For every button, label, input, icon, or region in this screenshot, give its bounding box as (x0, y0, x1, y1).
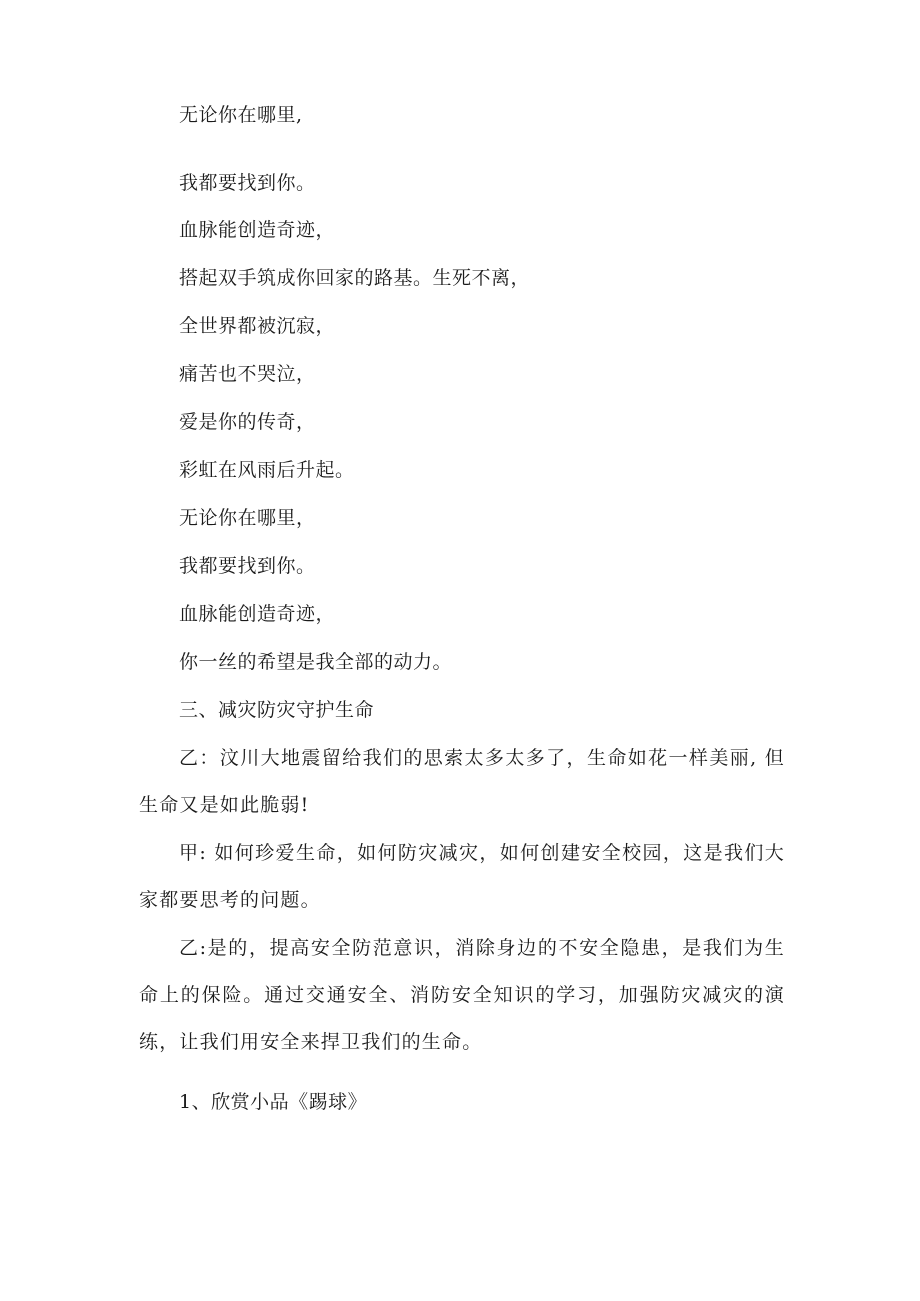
poem-line: 我都要找到你。 (179, 172, 316, 194)
poem-line: 无论你在哪里， (179, 507, 316, 529)
poem-line: 你一丝的希望是我全部的动力。 (179, 651, 453, 673)
poem-line: 搭起双手筑成你回家的路基。生死不离， (179, 267, 531, 289)
poem-line: 痛苦也不哭泣， (179, 363, 316, 385)
dialogue-paragraph: 乙:是的，提高安全防范意识，消除身边的不安全隐患，是我们为生命上的保险。通过交通安全、消防安全知识的学习，加强防灾减灾的演练，让我们用安全来捍卫我们的生命。 (139, 937, 785, 1053)
poem-line: 我都要找到你。 (179, 555, 316, 577)
poem-line: 全世界都被沉寂， (179, 315, 336, 337)
poem-line: 血脉能创造奇迹， (179, 603, 336, 625)
poem-line: 无论你在哪里, (179, 104, 303, 126)
section-heading: 三、减灾防灾守护生命 (179, 699, 375, 721)
item-heading: 1、欣赏小品《踢球》 (179, 1091, 368, 1113)
dialogue-paragraph: 乙：汶川大地震留给我们的思索太多太多了，生命如花一样美丽, 但生命又是如此脆弱! (139, 747, 785, 816)
poem-line: 彩虹在风雨后升起。 (179, 459, 355, 481)
dialogue-paragraph: 甲: 如何珍爱生命，如何防灾减灾，如何创建安全校园，这是我们大家都要思考的问题。 (139, 842, 785, 911)
poem-line: 爱是你的传奇， (179, 411, 316, 433)
poem-line: 血脉能创造奇迹， (179, 219, 336, 241)
